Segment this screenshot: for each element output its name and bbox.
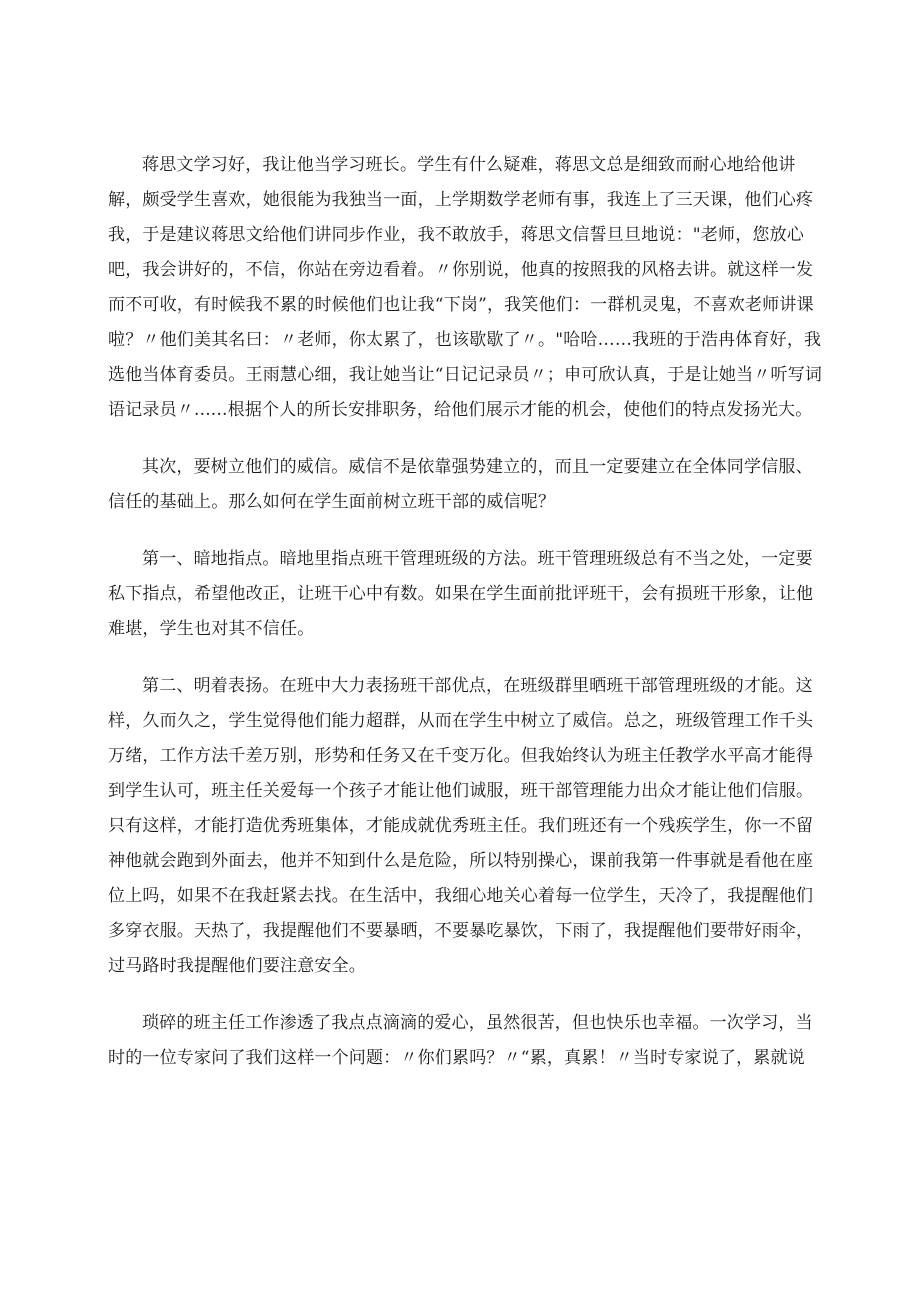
paragraph-build-prestige: 其次，要树立他们的威信。威信不是依靠强势建立的，而且一定要建立在全体同学信服、信任的基础上。那么如何在学生面前树立班干部的威信呢？	[108, 457, 813, 512]
paragraph-private-guidance: 第一、暗地指点。暗地里指点班干管理班级的方法。班干管理班级总有不当之处，一定要私下指点，希望他改正，让班干心中有数。如果在学生面前批评班干，会有损班干形象，让他难堪，学生也对其不信任。	[108, 549, 814, 639]
paragraph-caring-work: 琐碎的班主任工作渗透了我点点滴滴的爱心，虽然很苦，但也快乐也幸福。一次学习，当时的一位专家问了我们这样一个问题：〃你们累吗？〃“累，真累！〃当时专家说了，累就说	[108, 1013, 813, 1068]
document-body	[108, 148, 824, 1076]
paragraph-student-roles: 蒋思文学习好，我让他当学习班长。学生有什么疑难，蒋思文总是细致而耐心地给他讲解，颇受学生喜欢，她很能为我独当一面，上学期数学老师有事，我连上了三天课，他们心疼我，于是建议蒋思文给他们讲同步作业，我不敢放手，蒋思文信誓旦旦地说："老师，您放心吧，我会讲好的，不信，你站在旁边看着。〃你别说，他真的按照我的风格去讲。就这样一发而不可收，有时候我不累的时候他们也让我“下岗”，我笑他们：一群机灵鬼，不喜欢老师讲课啦？〃他们美其名曰：〃老师，你太累了，也该歇歇了〃。"哈哈……我班的于浩冉体育好，我选他当体育委员。王雨慧心细，我让她当让“日记记录员〃；申可欣认真，于是让她当〃听写词语记录员〃......根据个人的所长安排职务，给他们展示才能的机会，使他们的特点发扬光大。	[108, 155, 823, 420]
paragraph-public-praise: 第二、明着表扬。在班中大力表扬班干部优点，在班级群里晒班干部管理班级的才能。这样，久而久之，学生觉得他们能力超群，从而在学生中树立了威信。总之，班级管理工作千头万绪，工作方法千差万别，形势和任务又在千变万化。但我始终认为班主任教学水平高才能得到学生认可，班主任关爱每一个孩子才能让他们诚服，班干部管理能力出众才能让他们信服。只有这样，才能打造优秀班集体，才能成就优秀班主任。我们班还有一个残疾学生，你一不留神他就会跑到外面去，他并不知到什么是危险，所以特别操心，课前我第一件事就是看他在座位上吗，如果不在我赶紧去找。在生活中，我细心地关心着每一位学生，天冷了，我提醒他们多穿衣服。天热了，我提醒他们不要暴晒，不要暴吃暴饮，下雨了，我提醒他们要带好雨伞，过马路时我提醒他们要注意安全。	[108, 676, 814, 976]
